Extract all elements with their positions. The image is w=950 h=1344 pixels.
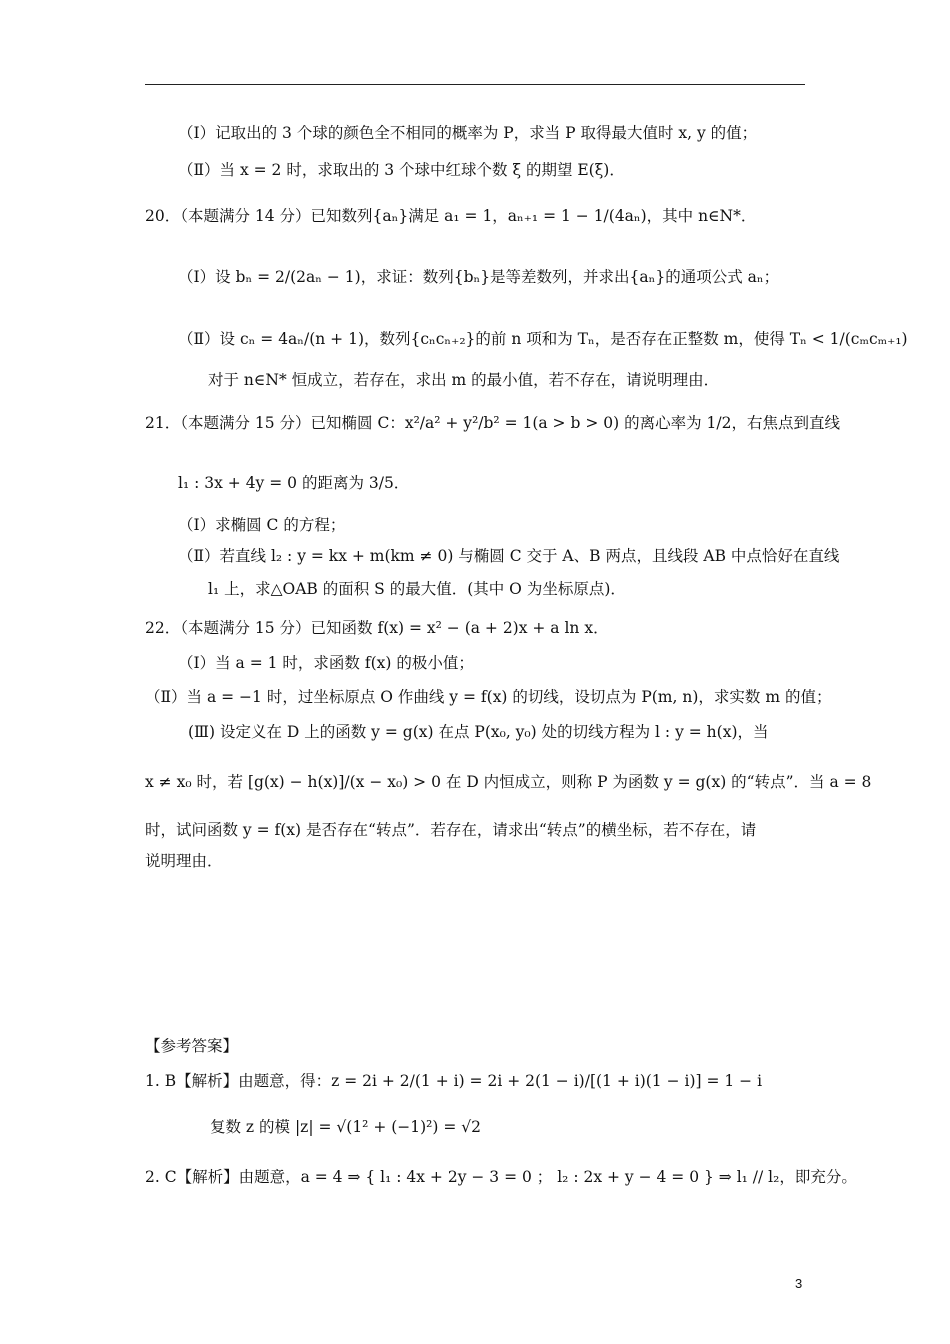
q19-part2: （Ⅱ）当 x = 2 时，求取出的 3 个球中红球个数 ξ 的期望 E(ξ)．: [178, 161, 625, 179]
header-rule: [145, 84, 805, 85]
q21-part2: （Ⅱ）若直线 l₂ : y = kx + m(km ≠ 0) 与椭圆 C 交于 A、B 两点，且线段 AB 中点恰好在直线: [178, 547, 840, 565]
q22-header: 22．（本题满分 15 分）已知函数 f(x) = x² − (a + 2)x + a ln x．: [145, 619, 609, 637]
q22-part2: （Ⅱ）当 a = −1 时，过坐标原点 O 作曲线 y = f(x) 的切线，设切点为 P(m, n)，求实数 m 的值；: [145, 688, 832, 706]
q21-header-cont: l₁ : 3x + 4y = 0 的距离为 3/5．: [178, 474, 410, 492]
q21-part1: （Ⅰ）求椭圆 C 的方程；: [178, 516, 346, 534]
q21-header: 21．（本题满分 15 分）已知椭圆 C：x²/a² + y²/b² = 1(a > b > 0) 的离心率为 1/2，右焦点到直线: [145, 414, 840, 432]
q22-part1: （Ⅰ）当 a = 1 时，求函数 f(x) 的极小值；: [178, 654, 474, 672]
q22-part3-cont1: x ≠ x₀ 时，若 [g(x) − h(x)]/(x − x₀) > 0 在 D 内恒成立，则称 P 为函数 y = g(x) 的“转点”．当 a = 8: [145, 773, 872, 791]
answer-2: 2. C【解析】由题意，a = 4 ⇒ { l₁ : 4x + 2y − 3 = 0 ； l₂ : 2x + y − 4 = 0 } ⇒ l₁ // l₂，即充分。: [145, 1168, 857, 1186]
answers-title: 【参考答案】: [145, 1037, 239, 1055]
q22-part3-cont3: 说明理由．: [145, 852, 223, 870]
page-number: 3: [795, 1276, 803, 1291]
q19-part1: （Ⅰ）记取出的 3 个球的颜色全不相同的概率为 P，求当 P 取得最大值时 x, y 的值；: [178, 124, 758, 142]
q20-header: 20．（本题满分 14 分）已知数列{aₙ}满足 a₁ = 1，aₙ₊₁ = 1 − 1/(4aₙ)，其中 n∈N*．: [145, 207, 757, 225]
answer-1-cont: 复数 z 的模 |z| = √(1² + (−1)²) = √2: [210, 1118, 482, 1136]
q22-part3-cont2: 时，试问函数 y = f(x) 是否存在“转点”．若存在，请求出“转点”的横坐标，若不存在，请: [145, 821, 757, 839]
q20-part1: （Ⅰ）设 bₙ = 2/(2aₙ − 1)，求证：数列{bₙ}是等差数列，并求出{aₙ}的通项公式 aₙ；: [178, 268, 780, 286]
q20-part2: （Ⅱ）设 cₙ = 4aₙ/(n + 1)，数列{cₙcₙ₊₂}的前 n 项和为 Tₙ，是否存在正整数 m，使得 Tₙ < 1/(cₘcₘ₊₁): [178, 330, 908, 348]
q20-part2-cont: 对于 n∈N* 恒成立，若存在，求出 m 的最小值，若不存在，请说明理由．: [208, 371, 720, 389]
q21-part2-cont: l₁ 上，求△OAB 的面积 S 的最大值．(其中 O 为坐标原点)．: [208, 580, 626, 598]
q22-part3: (Ⅲ) 设定义在 D 上的函数 y = g(x) 在点 P(x₀, y₀) 处的切线方程为 l : y = h(x)，当: [188, 723, 769, 741]
answer-1: 1. B【解析】由题意，得：z = 2i + 2/(1 + i) = 2i + 2(1 − i)/[(1 + i)(1 − i)] = 1 − i: [145, 1072, 763, 1090]
